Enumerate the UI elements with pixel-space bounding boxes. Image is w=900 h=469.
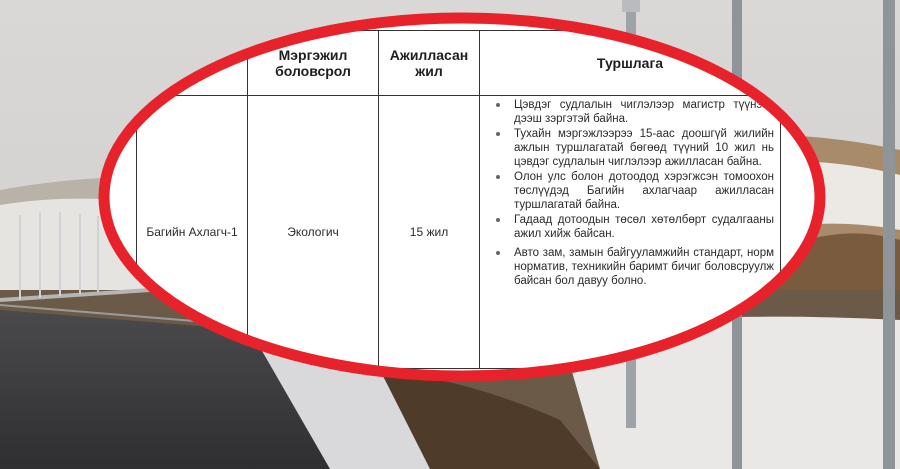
- header-years: Ажилласан жил: [379, 31, 480, 96]
- profession-cell: Экологич: [248, 96, 379, 369]
- header-count: аны тоо: [137, 31, 248, 96]
- list-item: Олон улс болон дотоодод хэрэгжсэн томоохон төслүүдэд Багийн ахлагчаар ажилласан туршлагатай байна.: [488, 170, 774, 212]
- header-profession: Мэргэжил боловсрол: [248, 31, 379, 96]
- list-item: Гадаад дотоодын төсөл хөтөлбөрт судалгааны ажил хийж байсан.: [488, 213, 774, 241]
- list-item: Авто зам, замын байгууламжийн стандарт, норм норматив, техникийн баримт бичиг боловсруулж байсан бол давуу болно.: [488, 246, 774, 288]
- list-item: Тухайн мэргэжлээрээ 15-аас доошгүй жилийн ажлын туршлагатай бөгөөд түүний 10 жил нь цэвдэг судлалын чиглэлээр ажилласан байна.: [488, 127, 774, 169]
- list-item: Цэвдэг судлалын чиглэлээр магистр түүнээс дээш зэргэтэй байна.: [488, 98, 774, 126]
- years-cell: 15 жил: [379, 96, 480, 369]
- ring-ellipse: [104, 18, 820, 376]
- role-cell: Багийн Ахлагч-1: [137, 96, 248, 369]
- header-experience: Туршлага: [480, 31, 781, 96]
